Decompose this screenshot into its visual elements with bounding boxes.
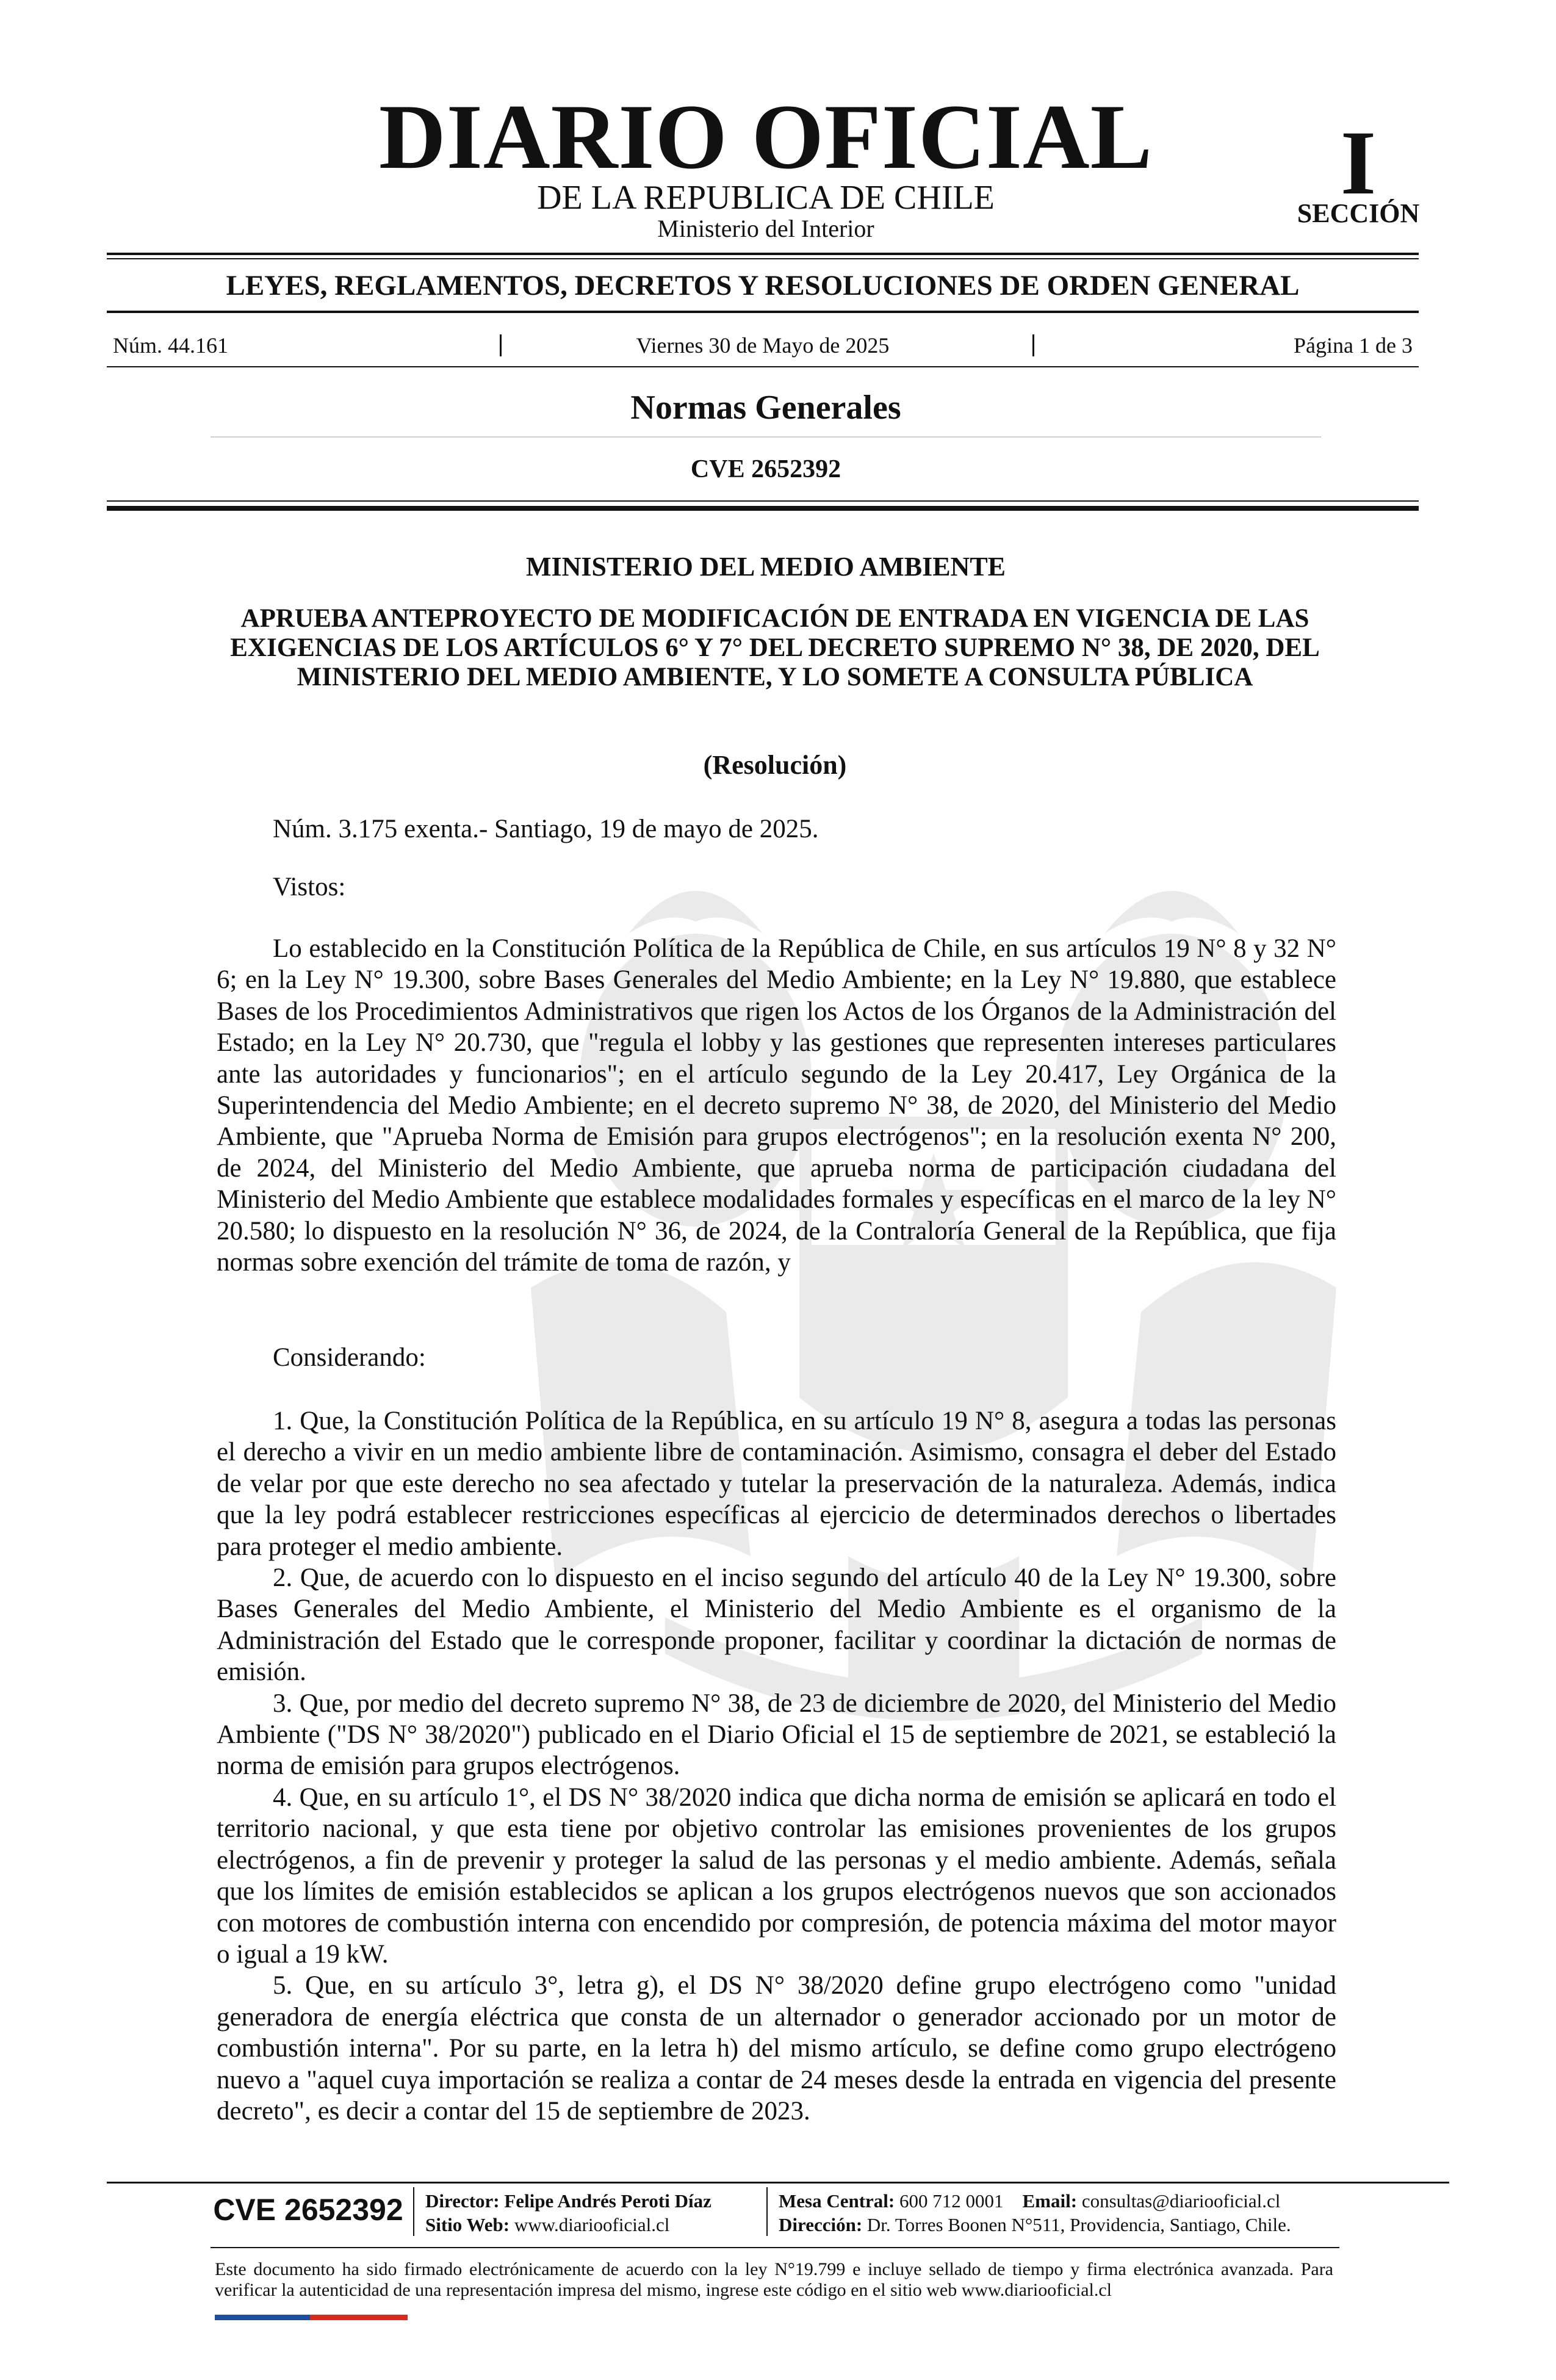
- authenticity-note: Este documento ha sido firmado electrónicamente de acuerdo con la ley N°19.799 e incluye sellado de tiempo y firma electrónica avanzada. Para verificar la autenticidad de una representación impresa del mismo, ingrese este código en el sitio web www.diariooficial.cl: [215, 2259, 1333, 2300]
- considerando-item: 1. Que, la Constitución Política de la República, en su artículo 19 N° 8, asegura a todas las personas el derecho a vivir en un medio ambiente libre de contaminación. Asimismo, consagra el deber del Estado de velar por que este derecho no sea afectado y tutelar la preservación de la naturaleza. Además, indica que la ley podrá establecer restricciones específicas al ejercicio de determinados derechos o libertades para proteger el medio ambiente.: [217, 1407, 1336, 1561]
- masthead-rule-top: [107, 253, 1419, 255]
- phone-label: Mesa Central:: [779, 2190, 895, 2212]
- considerando-heading: Considerando:: [273, 1343, 426, 1372]
- footer-phone-email: [779, 2190, 1280, 2213]
- email-label: Email:: [1022, 2190, 1078, 2212]
- considerando-item: 2. Que, de acuerdo con lo dispuesto en el inciso segundo del artículo 40 de la Ley N° 19.300, sobre Bases Generales del Medio Ambiente, el Ministerio del Medio Ambiente es el organismo de la Administración del Estado que le corresponde proponer, facilitar y coordinar la dictación de normas de emisión.: [217, 1563, 1336, 1687]
- section-divider: [211, 436, 1321, 438]
- footer-divider: [766, 2187, 768, 2236]
- considerando-item: 4. Que, en su artículo 1°, el DS N° 38/2020 indica que dicha norma de emisión se aplicará en todo el territorio nacional, y que esta tiene por objetivo controlar las emisiones provenientes de los grupos electrógenos, a fin de prevenir y proteger la salud de las personas y el medio ambiente. Además, señala que los límites de emisión establecidos se aplican a los grupos electrógenos nuevos que son accionados con motores de combustión interna con encendido por compresión, de potencia máxima del motor mayor o igual a 19 kW.: [217, 1783, 1336, 1969]
- masthead-rule-top-thin: [107, 258, 1419, 259]
- vistos-heading-block: [217, 871, 1336, 903]
- resolution-number-line: [217, 813, 1336, 845]
- page-number: Página 1 de 3: [1294, 333, 1413, 358]
- address-value: Dr. Torres Boonen N°511, Providencia, Santiago, Chile.: [866, 2214, 1291, 2235]
- issue-date: Viernes 30 de Mayo de 2025: [636, 333, 890, 358]
- footer-rule: [107, 2182, 1449, 2183]
- header-rule-thin: [107, 500, 1419, 502]
- footer-cve-code: CVE 2652392: [213, 2193, 403, 2227]
- footer-divider: [413, 2187, 414, 2236]
- section-number: I: [1340, 112, 1377, 214]
- issue-info-row: [107, 333, 1419, 358]
- flag-bar-red: [310, 2315, 408, 2320]
- masthead-ministry: Ministerio del Interior: [657, 215, 874, 242]
- issue-number: Núm. 44.161: [113, 333, 228, 358]
- footer-website: [425, 2213, 669, 2237]
- resolution-number: Núm. 3.175 exenta.- Santiago, 19 de mayo de 2025.: [273, 815, 819, 843]
- phone-value: 600 712 0001: [899, 2190, 1004, 2212]
- vistos-paragraph: Lo establecido en la Constitución Política de la República de Chile, en sus artículos 19 N° 8 y 32 N° 6; en la Ley N° 19.300, sobre Bases Generales del Medio Ambiente; en la Ley N° 19.880, que establece Bases de los Procedimientos Administrativos que rigen los Actos de los Órganos de la Administración del Estado; en la Ley N° 20.730, que "regula el lobby y las gestiones que representen intereses particulares ante las autoridades y funcionarios"; en el artículo segundo de la Ley 20.417, Ley Orgánica de la Superintendencia del Medio Ambiente; en el decreto supremo N° 38, de 2020, del Ministerio del Medio Ambiente, que "Aprueba Norma de Emisión para grupos electrógenos"; en la resolución exenta N° 200, de 2024, del Ministerio del Medio Ambiente, que aprueba norma de participación ciudadana del Ministerio del Medio Ambiente que establece modalidades formales y específicas en el marco de la ley N° 20.580; lo dispuesto en la resolución N° 36, de 2024, de la Contraloría General de la República, que fija normas sobre exención del trámite de toma de razón, y: [217, 934, 1336, 1277]
- email-link[interactable]: consultas@diariooficial.cl: [1081, 2190, 1281, 2212]
- considerando-heading-block: [217, 1342, 1336, 1373]
- categories-rule: [107, 311, 1419, 313]
- website-link[interactable]: www.diariooficial.cl: [514, 2214, 670, 2235]
- footer-address: [779, 2213, 1291, 2237]
- section-title: Normas Generales: [630, 389, 901, 427]
- considerando-item: 3. Que, por medio del decreto supremo N° 38, de 23 de diciembre de 2020, del Ministerio del Medio Ambiente ("DS N° 38/2020") publicado en el Diario Oficial el 15 de septiembre de 2021, se estableció la norma de emisión para grupos electrógenos.: [217, 1689, 1336, 1781]
- issue-rule: [107, 366, 1419, 367]
- issuing-ministry: MINISTERIO DEL MEDIO AMBIENTE: [525, 552, 1006, 582]
- address-label: Dirección:: [779, 2214, 863, 2235]
- masthead-subtitle: DE LA REPUBLICA DE CHILE: [537, 179, 995, 217]
- considerando-item: 5. Que, en su artículo 3°, letra g), el DS N° 38/2020 define grupo electrógeno como "unidad generadora de energía eléctrica que consta de un alternador o generador accionado por un motor de combustión interna". Por su parte, en la letra h) del mismo artículo, se define como grupo electrógeno nuevo a "aquel cuya importación se realiza a contar de 24 meses desde la entrada en vigencia del presente decreto", es decir a contar del 15 de septiembre de 2023.: [217, 1971, 1336, 2126]
- resolution-title: APRUEBA ANTEPROYECTO DE MODIFICACIÓN DE ENTRADA EN VIGENCIA DE LAS EXIGENCIAS DE LOS ARTÍCULOS 6° Y 7° DEL DECRETO SUPREMO N° 38, DE 2020, DEL MINISTERIO DEL MEDIO AMBIENTE, Y LO SOMETE A CONSULTA PÚBLICA: [230, 604, 1320, 691]
- header-rule-thick: [107, 506, 1419, 511]
- footer-director: [425, 2190, 711, 2213]
- issue-separator: [1032, 334, 1034, 356]
- resolution-kind: (Resolución): [703, 750, 847, 780]
- vistos-block: [217, 933, 1336, 1278]
- flag-bar-blue: [215, 2315, 310, 2320]
- cve-code: CVE 2652392: [690, 455, 841, 483]
- categories-heading: LEYES, REGLAMENTOS, DECRETOS Y RESOLUCIONES DE ORDEN GENERAL: [226, 270, 1300, 301]
- website-label: Sitio Web:: [425, 2214, 510, 2235]
- director-label: Director:: [425, 2190, 500, 2212]
- masthead-title: DIARIO OFICIAL: [378, 85, 1153, 188]
- vistos-heading: Vistos:: [273, 873, 346, 901]
- considerandos-list: [217, 1405, 1336, 2127]
- section-label: SECCIÓN: [1297, 198, 1420, 228]
- director-name: Felipe Andrés Peroti Díaz: [504, 2190, 711, 2212]
- footer-rule-lower: [211, 2247, 1339, 2248]
